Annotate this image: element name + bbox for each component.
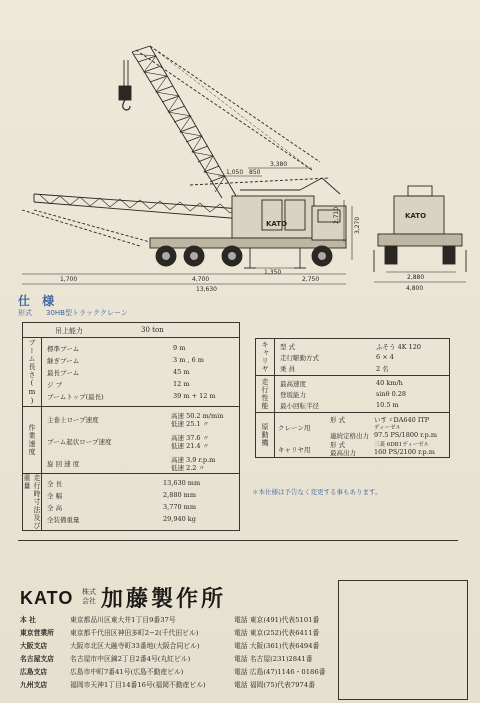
front-kato-label: KATO [405,212,427,220]
boom-row-value: 12 m [173,380,190,388]
office-address: 東京都千代田区神田多町2−2(千代田ビル) [70,629,199,637]
company-name: 加藤製作所 [101,587,227,612]
kabushiki-kaisha [82,588,96,606]
speed-row-low: 低速 21.4 〃 [171,442,210,450]
carrier-row-name: 型 式 [280,343,296,351]
engine-label: 原動機 [256,413,275,457]
office-row [20,627,332,639]
kabu-line-1: 株式 [82,588,96,596]
engine-row-name: 連続定格出力 [330,432,369,440]
office-address: 福岡市天神1丁目14番16号(福岡不動産ビル) [70,681,206,689]
dim-row-value: 3,770 mm [163,503,197,511]
office-name: 九州支店 [20,681,48,689]
dim-row-name: 全 高 [47,504,63,512]
engine-row-value: いすゞDA640 ITP [374,416,430,424]
performance-group [256,376,449,413]
office-name: 本 社 [20,616,36,624]
dim-row-name: 全装備重量 [47,516,80,524]
office-row [20,679,332,691]
carrier-row-value: 2 名 [376,365,389,373]
perf-row-name: 最小回転半径 [280,402,319,410]
carrier-engine-label: キャリヤ用 [278,446,311,454]
boom-row-name: 最長ブーム [47,369,80,377]
speed-label: 作業速度 [23,407,42,473]
engine-row-name: 形 式 [330,441,346,449]
speed-row-high: 高速 3.9 r.p.m [171,456,216,464]
engine-row-value: 三菱 6DB1ディーゼル [374,442,430,448]
speed-row-high: 高速 37.6 〃 [171,434,210,442]
boom-row-name: ジ ブ [47,381,63,389]
capacity-header [23,323,239,338]
dim-1700: 1,700 [60,276,78,283]
dim-4700: 4,700 [192,276,210,283]
hook [119,60,131,110]
carrier-row-name: 乗 員 [280,365,296,373]
boom-row-name: ブームトップ(最長) [47,393,104,401]
dim-2710: 2,710 [333,206,340,224]
office-row [20,666,332,678]
dim-row-value: 2,880 mm [163,491,197,499]
model-label: 形式 [18,309,32,317]
dim-3380: 3,380 [270,161,288,168]
office-row [20,640,332,652]
crane-technical-drawing [0,10,480,295]
carrier-spec-table [255,338,450,458]
office-name: 名古屋支店 [20,655,54,663]
perf-row-name: 登坂能力 [280,391,306,399]
dim-1350: 1,350 [264,269,282,276]
kato-logo: KATO [20,588,74,608]
jib [136,46,320,170]
kabu-line-2: 会社 [82,597,96,605]
perf-row-name: 最高速度 [280,380,306,388]
spec-note: ＊本仕様は予告なく変更する事もあります。 [252,488,382,496]
carrier-row-name: 走行駆動方式 [280,354,319,362]
dimensions-group [23,474,239,530]
office-address: 東京都品川区東大井1丁目9番37号 [70,616,176,624]
engine-row-value: 160 PS/2100 r.p.m [374,448,435,456]
dim-1050: 1,050 [226,169,244,176]
office-address: 名古屋市中区錦2丁目2番4号(丸紅ビル) [70,655,191,663]
perf-row-value: 40 km/h [376,379,403,387]
dim-3270: 3,270 [354,216,361,234]
capacity-value: 30 ton [141,326,164,334]
performance-label: 走行性能 [256,376,275,412]
boom-label: ブーム長さ(m) [23,338,42,406]
side-kato-label: KATO [266,220,288,228]
office-address: 広島市中町7番41号(広島不動産ビル) [70,668,184,676]
office-name: 広島支店 [20,668,48,676]
boom-row-value: 45 m [173,368,190,376]
office-row [20,653,332,665]
engine-row-name: 最高出力 [330,449,356,457]
speed-row-low: 低速 2.2 〃 [171,464,205,472]
engine-group [256,413,449,457]
carrier-row-value: ふそう 4K 120 [376,343,422,351]
office-phone: 電話 東京(491)代表5101番 [234,616,320,624]
front-view [374,186,466,272]
engine-row-value: 97.5 PS/1800 r.p.m [374,431,438,439]
dim-row-value: 29,940 kg [163,515,196,523]
dim-4800: 4,800 [406,285,424,292]
dimensions-label: 走行時寸法及び重量 [23,474,41,530]
office-address: 大阪市北区大融寺町33番地(大阪合同ビル) [70,642,200,650]
model-value: 30HB型トラッククレーン [46,309,128,317]
boom-row-name: 標準ブーム [47,345,80,353]
spec-model [18,308,142,318]
office-name: 大阪支店 [20,642,48,650]
divider [18,540,458,541]
boom-row-value: 3 m , 6 m [173,356,204,364]
crane-engine-label: クレーン用 [278,424,311,432]
perf-row-value: 10.5 m [376,401,399,409]
dim-850: 850 [249,169,261,176]
perf-row-value: sinθ 0.28 [376,390,407,398]
dealer-stamp-box [338,580,468,700]
speed-row-name: 主巻上ロープ速度 [47,416,99,424]
carrier-label: キャリヤ [256,339,275,375]
boom-row-value: 9 m [173,344,186,352]
speed-row-low: 低速 25.1 〃 [171,420,210,428]
speed-row-high: 高速 50.2 m/min [171,412,224,420]
dim-2880: 2,880 [407,274,425,281]
dim-row-name: 全 長 [47,480,63,488]
carrier-group [256,339,449,376]
office-phone: 電話 広島(47)1146・0186番 [234,668,326,676]
boom-row-name: 継ぎブーム [47,357,80,365]
office-row [20,614,332,626]
dim-row-name: 全 幅 [47,492,63,500]
dim-2750: 2,750 [302,276,320,283]
office-phone: 電話 福岡(75)代表7974番 [234,681,315,689]
carrier-row-value: 6 × 4 [376,353,394,361]
boom-row-value: 39 m + 12 m [173,392,216,400]
crane-spec-table [22,322,240,531]
speed-row-name: 旋 回 速 度 [47,460,80,468]
office-phone: 電話 東京(252)代表6411番 [234,629,320,637]
spec-title: 仕 様 [18,294,59,308]
speed-row-name: ブーム起伏ロープ速度 [47,438,112,446]
dim-13630: 13,630 [196,286,217,293]
speed-group [23,407,239,474]
engine-row-value: ディーゼル [374,425,401,431]
office-name: 東京営業所 [20,629,54,637]
dim-row-value: 13,630 mm [163,479,201,487]
engine-row-name: 形 式 [330,416,346,424]
office-phone: 電話 大阪(361)代表6494番 [234,642,320,650]
capacity-label: 吊上能力 [55,327,83,335]
office-phone: 電話 名古屋(231)2841番 [234,655,313,663]
boom-group [23,338,239,407]
